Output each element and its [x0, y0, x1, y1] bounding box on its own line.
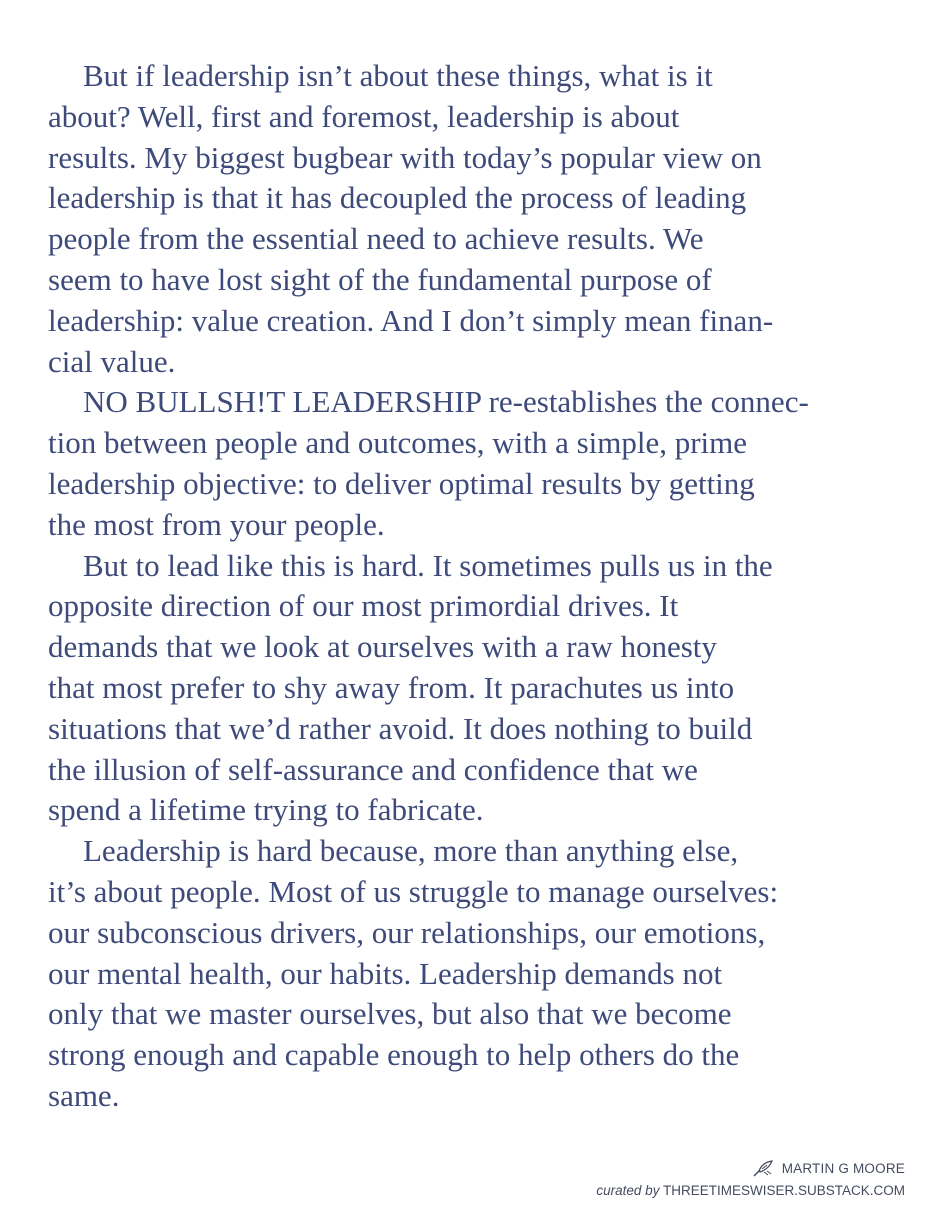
text-line: spend a lifetime trying to fabricate.: [48, 792, 484, 828]
text-line: But to lead like this is hard. It sometimes pulls us in the: [83, 547, 773, 583]
text-line: tion between people and outcomes, with a simple, prime: [48, 425, 748, 461]
curated-row: [596, 1180, 905, 1202]
text-line: cial value.: [48, 343, 176, 379]
text-line: results. My biggest bugbear with today’s popular view on: [48, 139, 762, 175]
text-line: the most from your people.: [48, 506, 385, 542]
quote-body: [48, 56, 898, 1117]
author-name: MARTIN G MOORE: [781, 1161, 905, 1176]
text-line: opposite direction of our most primordial drives. It: [48, 588, 679, 624]
text-line: our mental health, our habits. Leadership demands not: [48, 955, 723, 991]
text-line: situations that we’d rather avoid. It does nothing to build: [48, 710, 753, 746]
text-line: that most prefer to shy away from. It parachutes us into: [48, 669, 735, 705]
text-line: strong enough and capable enough to help others do the: [48, 1037, 740, 1073]
text-line: the illusion of self-assurance and confidence that we: [48, 751, 698, 787]
text-line: about? Well, first and foremost, leadership is about: [48, 98, 680, 134]
attribution-footer: [596, 1158, 905, 1202]
text-line: it’s about people. Most of us struggle to manage ourselves:: [48, 873, 779, 909]
text-line: only that we master ourselves, but also that we become: [48, 996, 732, 1032]
text-line: same.: [48, 1077, 120, 1113]
text-line: people from the essential need to achieve results. We: [48, 221, 704, 257]
text-line: leadership objective: to deliver optimal results by getting: [48, 465, 755, 501]
quill-icon: [752, 1160, 774, 1178]
text-line: seem to have lost sight of the fundamental purpose of: [48, 261, 712, 297]
text-line: NO BULLSH!T LEADERSHIP re-establishes the connec-: [83, 384, 809, 420]
text-line: But if leadership isn’t about these things, what is it: [83, 58, 713, 93]
text-line: leadership is that it has decoupled the process of leading: [48, 180, 747, 216]
text-line: our subconscious drivers, our relationships, our emotions,: [48, 914, 766, 950]
text-line: Leadership is hard because, more than anything else,: [83, 833, 739, 869]
author-row: [596, 1158, 905, 1180]
curated-prefix: curated by: [596, 1183, 660, 1198]
text-line: leadership: value creation. And I don’t simply mean finan-: [48, 302, 774, 338]
text-line: demands that we look at ourselves with a raw honesty: [48, 629, 717, 665]
curated-source: THREETIMESWISER.SUBSTACK.COM: [662, 1183, 905, 1198]
